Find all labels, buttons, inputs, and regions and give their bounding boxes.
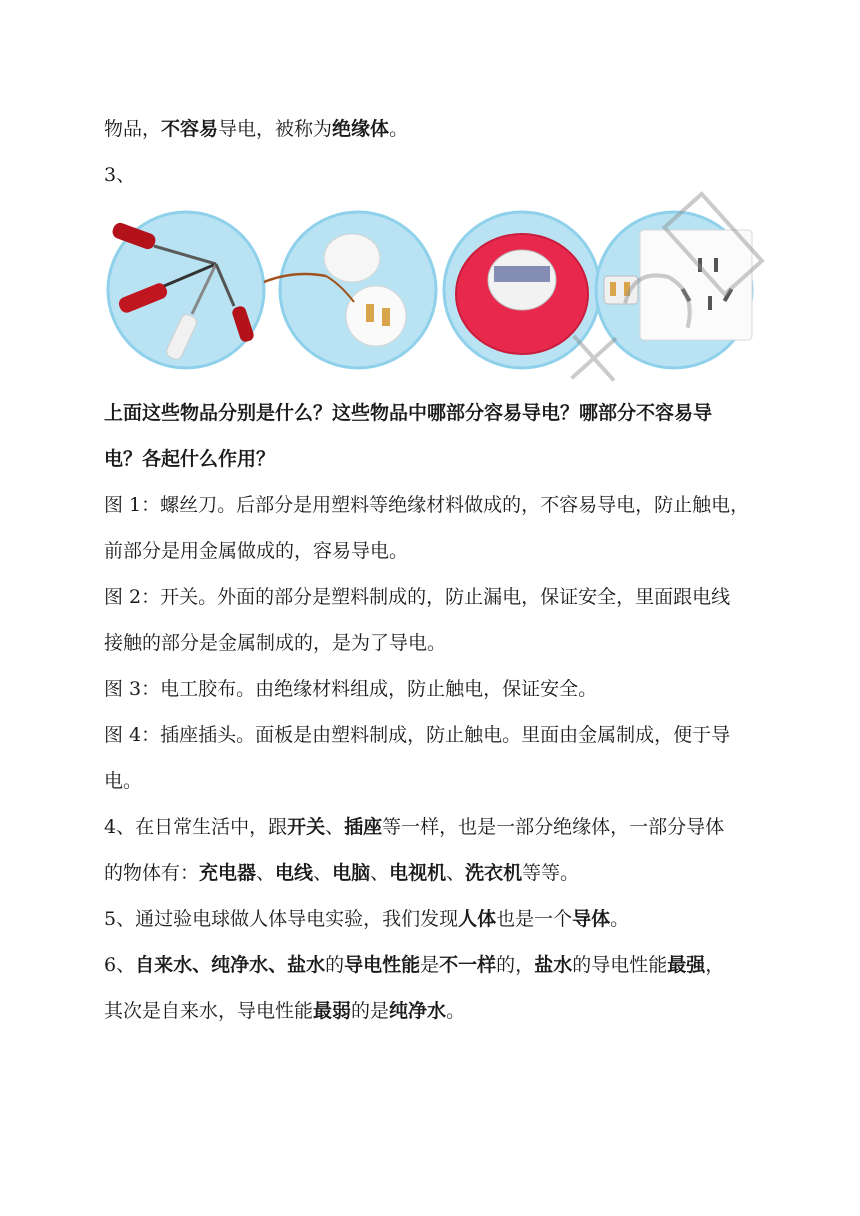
item-5-line bbox=[104, 906, 764, 932]
answer-fig2-line-2 bbox=[104, 630, 764, 656]
text: 图 1：螺丝刀。后部分是用塑料等绝缘材料做成的，不容易导电，防止触电， bbox=[104, 494, 750, 516]
bold-text: 自来水、纯净水、盐水 bbox=[135, 954, 326, 976]
text: 等等。 bbox=[522, 862, 580, 884]
item-number bbox=[104, 162, 764, 188]
text: 的 bbox=[325, 954, 345, 976]
text: 、 bbox=[325, 816, 345, 838]
text: 的物体有： bbox=[104, 862, 200, 884]
paragraph-line bbox=[104, 116, 764, 142]
text: 图 3：电工胶布。由绝缘材料组成，防止触电，保证安全。 bbox=[104, 678, 598, 700]
text: 3、 bbox=[104, 164, 136, 186]
text: 接触的部分是金属制成的，是为了导电。 bbox=[104, 632, 447, 654]
text: 电。 bbox=[104, 770, 143, 792]
text: 、 bbox=[370, 862, 390, 884]
text: ， bbox=[705, 954, 725, 976]
text: 图 4：插座插头。面板是由塑料制成，防止触电。里面由金属制成，便于导 bbox=[104, 724, 731, 746]
item-6-line-2 bbox=[104, 998, 764, 1024]
bold-text: 导体 bbox=[572, 908, 611, 930]
text: 是 bbox=[420, 954, 440, 976]
screwdriver-photo bbox=[108, 212, 264, 368]
answer-fig4-line-2 bbox=[104, 768, 764, 794]
answer-fig1-line-2 bbox=[104, 538, 764, 564]
switch-photo bbox=[264, 212, 436, 368]
text: 等一样，也是一部分绝缘体，一部分导体 bbox=[382, 816, 725, 838]
text: 也是一个 bbox=[496, 908, 573, 930]
text: 。 bbox=[446, 1000, 466, 1022]
bold-text: 电？各起什么作用？ bbox=[104, 448, 276, 470]
bold-text: 不容易 bbox=[161, 118, 219, 140]
product-photos bbox=[104, 206, 760, 374]
text: 的， bbox=[496, 954, 535, 976]
bold-text: 电线 bbox=[275, 862, 314, 884]
bold-text: 人体 bbox=[458, 908, 497, 930]
question-line-2 bbox=[104, 446, 764, 472]
bold-text: 最弱 bbox=[313, 1000, 352, 1022]
answer-fig3-line bbox=[104, 676, 764, 702]
bold-text: 绝缘体 bbox=[332, 118, 390, 140]
bold-text: 充电器 bbox=[199, 862, 257, 884]
socket-plug-photo bbox=[596, 212, 752, 368]
item-4-line-1 bbox=[104, 814, 764, 840]
text: 的是 bbox=[351, 1000, 390, 1022]
text: 。 bbox=[610, 908, 630, 930]
answer-fig2-line-1 bbox=[104, 584, 764, 610]
answer-fig4-line-1 bbox=[104, 722, 764, 748]
text: 的导电性能 bbox=[572, 954, 668, 976]
bold-text: 开关 bbox=[287, 816, 326, 838]
bold-text: 电脑 bbox=[332, 862, 371, 884]
text: 5、通过验电球做人体导电实验，我们发现 bbox=[104, 908, 459, 930]
text: 、 bbox=[446, 862, 466, 884]
text: 。 bbox=[389, 118, 409, 140]
bold-text: 电视机 bbox=[389, 862, 447, 884]
text: 物品， bbox=[104, 118, 162, 140]
bold-text: 不一样 bbox=[439, 954, 497, 976]
text: 图 2：开关。外面的部分是塑料制成的，防止漏电，保证安全，里面跟电线 bbox=[104, 586, 731, 608]
text: 前部分是用金属做成的，容易导电。 bbox=[104, 540, 409, 562]
bold-text: 洗衣机 bbox=[465, 862, 523, 884]
text: 、 bbox=[256, 862, 276, 884]
text: 导电，被称为 bbox=[218, 118, 333, 140]
item-6-line-1 bbox=[104, 952, 764, 978]
text: 、 bbox=[313, 862, 333, 884]
bold-text: 上面这些物品分别是什么？这些物品中哪部分容易导电？哪部分不容易导 bbox=[104, 402, 713, 424]
answer-fig1-line-1 bbox=[104, 492, 764, 518]
question-line-1 bbox=[104, 400, 764, 426]
electrical-tape-photo bbox=[444, 212, 600, 368]
bold-text: 插座 bbox=[344, 816, 383, 838]
bold-text: 导电性能 bbox=[344, 954, 421, 976]
text: 6、 bbox=[104, 954, 136, 976]
bold-text: 最强 bbox=[667, 954, 706, 976]
bold-text: 纯净水 bbox=[389, 1000, 447, 1022]
bold-text: 盐水 bbox=[534, 954, 573, 976]
image-strip bbox=[104, 206, 760, 374]
text: 4、在日常生活中，跟 bbox=[104, 816, 288, 838]
item-4-line-2 bbox=[104, 860, 764, 886]
text: 其次是自来水，导电性能 bbox=[104, 1000, 314, 1022]
